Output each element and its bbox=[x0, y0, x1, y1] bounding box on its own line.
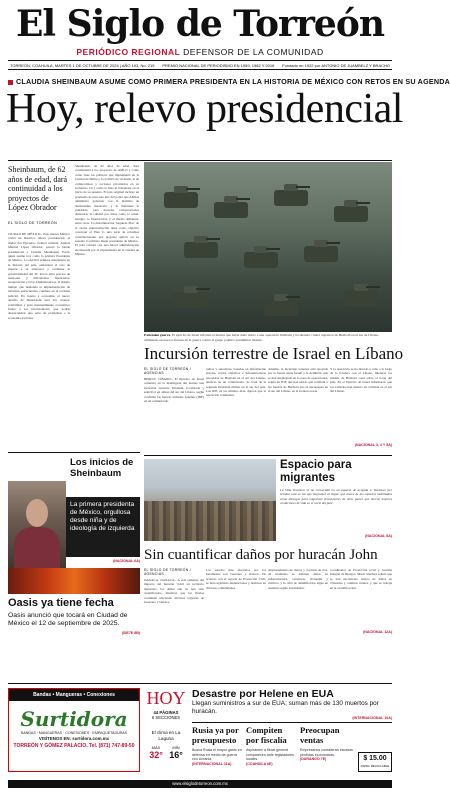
israel-agency: EL SIGLO DE TORREÓN / AGENCIAS bbox=[144, 367, 191, 375]
tank-shape bbox=[174, 292, 208, 308]
migrants-photo[interactable] bbox=[144, 459, 276, 541]
tank-shape bbox=[264, 300, 298, 316]
weather-min bbox=[169, 745, 183, 760]
israel-col-1-wrap bbox=[144, 367, 204, 451]
fiscalia-text: Aspirantes a fiscal general comparecen ante legisladores locales. bbox=[246, 748, 294, 762]
ventas-title[interactable]: Preocupan ventas bbox=[300, 725, 340, 745]
tank-shape bbox=[344, 290, 378, 306]
person-body-shape bbox=[14, 527, 60, 571]
lead-column-2: Sheinbaum, de 62 años de edad, dará continuidad a los proyectos de AMLO y como como base las políticas que implementó en la Ciudad de México, la política de vivienda, la de compromisos y acciones prioritarias en su Gobierno, tal y como lo hizo el trabajador en el inicio de su sexenio. El país original incluye un promedio de pies este año del poder que AMLO administro gobernar con la máxima de 'humanismo mexicano' y lo mentiene la saludable, para hacerlas comparaciones demostrar la calidad por áreas como la salud, energía, la financiación y el medio ambiente, entre otras. La denominación 'Segundo Piso' de la cuarta transformación tiene como objetivo concretar el Plan C, una serie de reformas constitucionales que propone aplicar en su sexenio la primera mujer presidenta de México. El país contará con una nueva administración encabezada por la expresidenta de la Ciudad de México. bbox=[75, 164, 139, 257]
oasis-headline[interactable]: Oasis ya tiene fecha bbox=[8, 597, 114, 609]
ad-logo: Surtidora bbox=[20, 707, 128, 731]
fiscalia-tag: (COAHUILA 6E) bbox=[246, 761, 273, 766]
lead-headline[interactable]: Hoy, relevo presidencial bbox=[6, 86, 403, 132]
tank-shape bbox=[164, 192, 198, 208]
oasis-tag: (SIE7E 8B) bbox=[121, 631, 140, 635]
tank-shape bbox=[244, 252, 278, 268]
info-date: TORREÓN, COAHUILA, MARTES 1 DE OCTUBRE DE 2024 | AÑO 103, No. 215 bbox=[10, 63, 155, 68]
price-value: $ 15.00 bbox=[363, 755, 387, 762]
tank-shape bbox=[184, 242, 218, 258]
masthead-tagline bbox=[0, 47, 400, 57]
john-column-3: desplazamiento de tierras y crecidas de ríos. Al momento se estiman daños en infraestructura, carreteras, viviendas y cultivos, y la cifra de damnificados sigue en aumento según autoridades. bbox=[268, 568, 328, 590]
lead-kicker-text: CLAUDIA SHEINBAUM ASUME COMO PRIMERA PRESIDENTA EN LA HISTORIA DE MÉXICO CON RETOS EN SU AGENDA bbox=[16, 77, 450, 86]
john-agency: EL SIGLO DE TORREÓN / AGENCIAS bbox=[144, 568, 191, 576]
lead-deck bbox=[8, 165, 70, 228]
photo-caption bbox=[144, 333, 392, 342]
helene-text: Llegan suministros a sur de EUA; suman más de 130 muertos por huracán. bbox=[192, 700, 379, 715]
migrantes-text: La Villa Ilusiones se ha convertido en un espacio de acogida a 'Ilusiones por brindar esta en las que migrantes al llegar, que ahora de los espacios habilitados como albergue para migrantes provenientes de otros países que buscan mejores condiciones de vida en el norte del país'. bbox=[280, 488, 392, 506]
sheinbaum-box bbox=[66, 497, 140, 557]
max-value: 32° bbox=[149, 750, 163, 761]
john-column-2: Los estados más afectados por los fenómenos son Guerrero y Oaxaca. De acuerdo con el reporte de Protección Civil, se han registrado inundaciones y deslaves en diversas comunidades. bbox=[206, 568, 266, 590]
israel-col-4-wrap bbox=[330, 367, 392, 447]
divider bbox=[8, 160, 392, 161]
sheinbaum-tag: (NACIONAL 6A) bbox=[113, 559, 140, 563]
john-col-1-wrap bbox=[144, 568, 204, 640]
rusia-text: Busca Rusia el mayor gasto en defensa en medio de guerra con Ucrania. bbox=[192, 748, 242, 762]
israel-column-3: Además, la incursión terrestre está apoyada por la fuerza aérea israelí y la Artillería, que se han desplegado en la zona de operaciones, según las IDF, que han tenido que combatir a las fuerzas de Hezbolá que se encuentran en el sur del Líbano, en la frontera norte. bbox=[268, 367, 328, 394]
ad-top-bar: Bandas • Mangueras • Conexiones bbox=[9, 689, 139, 701]
price-label: PAPEL RECICLABLE bbox=[360, 764, 390, 768]
index-hoy: HOY bbox=[146, 688, 186, 708]
index-sections: 6 SECCIONES bbox=[151, 715, 181, 720]
john-column-4: coordinador de Protección Civil y Gestión Integral de Riesgos. Mario Sánchez señaló que se han encontrado rastros de daños en viviendas y caminos rurales, y que se trabaja en la cuantificación. bbox=[330, 568, 392, 590]
migrantes-headline[interactable]: Espacio para migrantes bbox=[280, 459, 352, 484]
person-face-shape bbox=[26, 499, 48, 527]
info-founded: Fundado en 1922 por ANTONIO DE JUAMBELZ Y BRACHO bbox=[282, 63, 390, 68]
index-pages: 44 PÁGINAS bbox=[153, 710, 179, 715]
john-tag: (NACIONAL 12A) bbox=[363, 630, 392, 634]
lead-deck-text: Sheinbaum, de 62 años de edad, dará continuidad a los proyectos de López Obrador bbox=[8, 165, 68, 212]
sheinbaum-photo[interactable] bbox=[8, 481, 66, 571]
ventas-story bbox=[300, 726, 354, 761]
tank-shape bbox=[304, 246, 338, 262]
tagline-rest: DEFENSOR DE LA COMUNIDAD bbox=[180, 47, 324, 57]
rusia-tag: (INTERNACIONAL 11A) bbox=[192, 761, 232, 766]
john-col-4-wrap bbox=[330, 568, 392, 634]
helene-title[interactable]: Desastre por Helene en EUA bbox=[192, 688, 334, 700]
tanks-photo[interactable] bbox=[144, 162, 392, 332]
tank-shape bbox=[214, 202, 248, 218]
migrantes-tag: (NACIONAL 8A) bbox=[365, 534, 392, 538]
israel-headline[interactable]: Incursión terrestre de Israel en Líbano bbox=[144, 344, 404, 363]
caption-lead: Extienden guerra. bbox=[144, 333, 172, 337]
index-box bbox=[146, 688, 186, 772]
john-headline[interactable]: Sin cuantificar daños por huracán John bbox=[144, 547, 378, 563]
fiscalia-story bbox=[246, 726, 296, 766]
info-bar bbox=[8, 60, 392, 70]
ventas-text: Empresarios consideran escasas perdidas económicas. bbox=[300, 748, 353, 757]
lead-kicker bbox=[8, 77, 450, 86]
lead-column-1: CIUDAD DE MÉXICO.- Este martes México vivirá un histórico relevo presidencial, el titular del Ejecutivo federal saliente, Andrés Manuel López Obrador, pasará la banda presidencial a Claudia Sheinbaum. Pardo quien asume hoy como la primera Presidenta de México. La efectiva primera mandataria en la historia del país, enfrentará el reto de superar a su antecesor y continuar la gobernabilidad del 4T. Pocos años previos de tensiones y dificultades financieras, recuperación y retos administrativos, al mismo tiempo que demanda la implementación de reformas estructurales, cambios en la revisión judicial. En cuanto a economía, el nuevo desafío de Sheinbaum será dar certeza, estabilidad y gran mantenimiento económico frente a los inversionistas, que podría desencadenar una serie de problemas a la economía nacional. bbox=[8, 232, 70, 320]
weather-max bbox=[149, 745, 163, 760]
min-value: 16° bbox=[169, 750, 183, 761]
divider bbox=[8, 452, 140, 453]
lead-byline: EL SIGLO DE TORREÓN bbox=[8, 220, 58, 225]
weather-row bbox=[146, 745, 186, 760]
oasis-photo[interactable] bbox=[8, 568, 140, 594]
israel-column-4: Y la operación se ha llevado a cabo a lo largo de la frontera con el Líbano, mientras los misiles de Hezbolá caen sobre el norte del país. En el Ejército de Israel informaron que los soldados han muerto en combate en el sur del Líbano. bbox=[330, 367, 392, 394]
weather-label: El clima en La Laguna bbox=[151, 730, 181, 741]
caption-text: El ejército de Israel informó el martes que había dado inicio a una operación 'limitada y focalizada' contra objetivos de Hezbolá en el sur de Líbano, afirmando en nuevos frentes en la guerra contra el grupo político paramilitar libanés. bbox=[144, 333, 380, 342]
john-column-1: OAXACA, OAXACA.- A seis semanas del impacto del huracán 'John' en territorio mexicano, los daños aún no han sido cuantificados, mientras que las lluvias continúan afectando diversas regiones de Guerrero y Oaxaca. bbox=[144, 578, 204, 605]
israel-column-2: radios y selectivas, basadas en información precisa, contra objetivos e infraestructuras terroristas de Hezbolá en el sur del Líbano, anunció en un comunicado. Se trata de la segunda incursión militar en el sur del país. Las IDF, en los últimos días, dijeron que la operación continuará. bbox=[206, 367, 266, 398]
divider bbox=[8, 683, 392, 684]
min-label: MÍN bbox=[172, 745, 180, 751]
ventas-tag: (DURANGO 7E) bbox=[300, 757, 327, 762]
helene-tag: (INTERNACIONAL 10A) bbox=[352, 715, 392, 720]
footer-url[interactable]: www.elsiglodetorreon.com.mx bbox=[8, 780, 392, 788]
ad-subtitle: BANDAS · MANGUERAS · CONEXIONES · EMPAQUETADURAS bbox=[20, 731, 128, 735]
rusia-title[interactable]: Rusia ya por presupuesto bbox=[192, 725, 239, 745]
sheinbaum-title[interactable]: Los inicios de Sheinbaum bbox=[70, 457, 134, 479]
divider bbox=[192, 722, 392, 723]
helene-story bbox=[192, 688, 392, 720]
price-box bbox=[358, 752, 392, 772]
sheinbaum-text: La primera presidenta de México, orgullosa desde niña y de ideología de izquierda bbox=[70, 501, 135, 532]
crowd-shape bbox=[144, 501, 276, 541]
ad-phone: TORREÓN Y GÓMEZ PALACIO, Tel. (871) 747-89-50 bbox=[13, 743, 135, 749]
red-square-icon bbox=[8, 80, 13, 85]
divider bbox=[144, 455, 392, 456]
israel-tag: (NACIONAL 3, 4 Y 5A) bbox=[354, 443, 392, 447]
rusia-story bbox=[192, 726, 242, 766]
max-label: MÁX bbox=[151, 745, 161, 751]
masthead-title: El Siglo de Torreón bbox=[15, 3, 385, 45]
tank-shape bbox=[274, 190, 308, 206]
ad-visit: VISÍTENOS EN: surtidora.com.mx bbox=[38, 736, 110, 741]
info-prize: PREMIO NACIONAL DE PERIODISMO EN 1959, 1982 Y 2016 bbox=[162, 63, 275, 68]
fiscalia-title[interactable]: Compiten por fiscalía bbox=[246, 725, 287, 745]
migrantes-block bbox=[280, 459, 392, 538]
surtidora-ad[interactable] bbox=[8, 688, 140, 772]
tank-shape bbox=[334, 206, 368, 222]
israel-column-1: BEIRUT, LÍBANO.- El Ejército de Israel comenzó en la madrugada del martes una incursión terrestre 'limitada, focalizada y selectiva' en aldeas del sur del Líbano, según confirmó las fuerzas armadas israelíes (IDF) en un comunicado. bbox=[144, 377, 204, 404]
oasis-text: Oasis anunció que tocará en Ciudad de México el 12 de septiembre de 2025. bbox=[8, 612, 128, 628]
tagline-red: PERIÓDICO REGIONAL bbox=[76, 47, 181, 57]
